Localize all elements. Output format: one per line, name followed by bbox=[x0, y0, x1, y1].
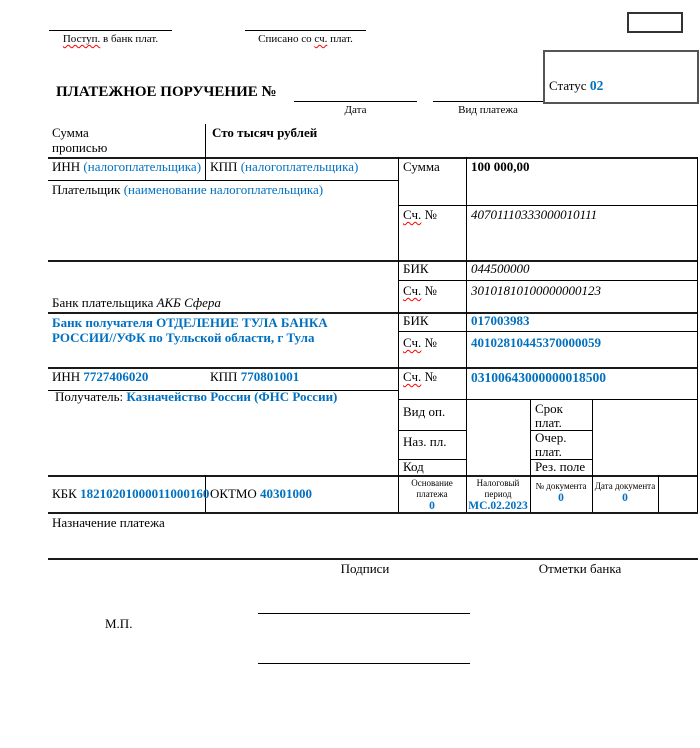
doc-date-label: Дата документа bbox=[594, 481, 656, 491]
signature-line bbox=[258, 663, 470, 664]
payer-bank-label: Банк плательщика bbox=[52, 295, 154, 310]
payer-bank-account-label bbox=[403, 284, 437, 299]
amount-label: Сумма bbox=[403, 159, 440, 174]
grid-line bbox=[48, 558, 698, 560]
recipient-bank-value: ОТДЕЛЕНИЕ ТУЛА БАНКА РОССИИ//УФК по Тульской области, г Тула bbox=[52, 315, 328, 345]
account-label-no: № bbox=[424, 369, 437, 384]
payer-name-value: (наименование налогоплательщика) bbox=[123, 182, 324, 197]
payer-inn-field bbox=[52, 160, 201, 175]
doc-number-label: № документа bbox=[535, 481, 587, 491]
payer-name-label: Плательщик bbox=[52, 182, 121, 197]
recipient-inn-label: ИНН bbox=[52, 369, 81, 384]
amount-value: 100 000,00 bbox=[471, 159, 530, 174]
signatures-label: Подписи bbox=[340, 561, 390, 576]
pay-name-label: Наз. пл. bbox=[403, 434, 447, 449]
recipient-account-label bbox=[403, 370, 437, 385]
account-label-wavy: Сч. bbox=[403, 369, 422, 384]
grid-line bbox=[398, 430, 466, 431]
debited-label-wavy: сч. bbox=[314, 33, 328, 45]
payer-inn-label: ИНН bbox=[52, 159, 81, 174]
signature-line bbox=[258, 613, 470, 614]
payment-basis-value: 0 bbox=[429, 499, 435, 512]
grid-line bbox=[658, 475, 659, 512]
debited-rule-line bbox=[245, 30, 366, 31]
account-label-no: № bbox=[424, 335, 437, 350]
payer-kpp-value: (налогоплательщика) bbox=[240, 159, 359, 174]
grid-line bbox=[48, 512, 698, 514]
grid-line bbox=[398, 399, 698, 400]
payment-basis-label: Основание платежа bbox=[411, 478, 453, 499]
code-label: Код bbox=[403, 459, 424, 474]
grid-line bbox=[697, 157, 698, 512]
amount-in-words-label: Сумма прописью bbox=[52, 125, 108, 155]
grid-line bbox=[205, 124, 206, 180]
received-label-rest: в банк плат. bbox=[100, 33, 159, 45]
received-label bbox=[49, 33, 172, 46]
account-label-no: № bbox=[424, 207, 437, 222]
account-label-wavy: Сч. bbox=[403, 207, 422, 222]
account-label-wavy: Сч. bbox=[403, 335, 422, 350]
payer-account-value: 40701110333000010111 bbox=[471, 207, 598, 222]
account-label-no: № bbox=[424, 283, 437, 298]
grid-line bbox=[398, 205, 698, 206]
reserve-label: Рез. поле bbox=[535, 459, 586, 474]
payer-inn-value: (налогоплательщика) bbox=[83, 159, 202, 174]
order-label: Очер. плат. bbox=[535, 430, 567, 459]
recipient-kpp-field bbox=[210, 370, 299, 385]
payment-purpose-label: Назначение платежа bbox=[52, 515, 165, 530]
grid-line bbox=[48, 180, 398, 181]
payer-bank-account-value: 30101810100000000123 bbox=[471, 283, 601, 298]
oktmo-field bbox=[210, 487, 312, 502]
received-rule-line bbox=[49, 30, 172, 31]
recipient-bank-label: Банк получателя bbox=[52, 315, 153, 330]
payer-kpp-label: КПП bbox=[210, 159, 238, 174]
oktmo-label: ОКТМО bbox=[210, 486, 257, 501]
payment-type-label: Вид платежа bbox=[458, 104, 518, 116]
payer-bank-bik-label: БИК bbox=[403, 261, 429, 276]
doc-date-value: 0 bbox=[622, 491, 628, 504]
recipient-account-value: 03100643000000018500 bbox=[471, 370, 606, 385]
payment-type-rule-line bbox=[433, 101, 543, 102]
op-type-label: Вид оп. bbox=[403, 404, 446, 419]
status-label: Статус bbox=[549, 78, 587, 94]
recipient-bank-bik-label: БИК bbox=[403, 313, 429, 328]
doc-number-value: 0 bbox=[558, 491, 564, 504]
kbk-value: 18210201000011000160 bbox=[80, 486, 210, 501]
date-rule-line bbox=[294, 101, 417, 102]
recipient-kpp-label: КПП bbox=[210, 369, 238, 384]
grid-line bbox=[398, 280, 698, 281]
form-code-box bbox=[627, 12, 683, 33]
payer-name-field bbox=[52, 183, 323, 198]
debited-label bbox=[245, 33, 366, 46]
tax-period-label: Налоговый период bbox=[476, 478, 520, 499]
debited-label-pre: Списано со bbox=[258, 33, 315, 45]
payer-bank-bik-value: 044500000 bbox=[471, 261, 530, 276]
tax-period-cell bbox=[467, 478, 529, 513]
recipient-bank-field bbox=[52, 315, 382, 345]
recipient-inn-value: 7727406020 bbox=[83, 369, 149, 384]
recipient-bank-account-value: 40102810445370000059 bbox=[471, 335, 601, 350]
grid-line bbox=[398, 331, 698, 332]
received-label-wavy: Поступ. bbox=[62, 33, 101, 45]
recipient-name-label: Получатель: bbox=[55, 389, 124, 404]
kbk-label: КБК bbox=[52, 486, 77, 501]
date-label: Дата bbox=[344, 104, 367, 116]
stamp-label: М.П. bbox=[105, 616, 133, 631]
payer-bank-field bbox=[52, 296, 221, 311]
payer-bank-value: АКБ Сфера bbox=[156, 295, 221, 310]
account-label-wavy: Сч. bbox=[403, 283, 422, 298]
tax-period-value: МС.02.2023 bbox=[468, 499, 528, 512]
status-box bbox=[543, 50, 699, 104]
doc-date-cell bbox=[593, 481, 657, 506]
oktmo-value: 40301000 bbox=[260, 486, 313, 501]
payer-account-label bbox=[403, 208, 437, 223]
debited-label-post: плат. bbox=[327, 33, 353, 45]
doc-number-cell bbox=[531, 481, 591, 506]
recipient-name-value: Казначейство России (ФНС России) bbox=[126, 389, 338, 404]
recipient-bank-bik-value: 017003983 bbox=[471, 313, 530, 328]
grid-line bbox=[48, 475, 698, 477]
grid-line bbox=[48, 312, 698, 314]
recipient-name-field bbox=[55, 390, 337, 405]
bank-marks-label: Отметки банка bbox=[538, 561, 622, 576]
grid-line bbox=[48, 260, 698, 262]
recipient-bank-account-label bbox=[403, 336, 437, 351]
payer-kpp-field bbox=[210, 160, 358, 175]
recipient-inn-field bbox=[52, 370, 148, 385]
term-label: Срок плат. bbox=[535, 401, 563, 430]
recipient-kpp-value: 770801001 bbox=[240, 369, 300, 384]
kbk-field bbox=[52, 487, 209, 502]
payment-basis-cell bbox=[399, 478, 465, 513]
status-line bbox=[549, 78, 603, 94]
status-value: 02 bbox=[589, 78, 604, 94]
amount-in-words-value: Сто тысяч рублей bbox=[212, 125, 318, 140]
document-title: ПЛАТЕЖНОЕ ПОРУЧЕНИЕ № bbox=[56, 84, 277, 100]
grid-line bbox=[466, 157, 467, 512]
grid-line bbox=[398, 157, 399, 512]
